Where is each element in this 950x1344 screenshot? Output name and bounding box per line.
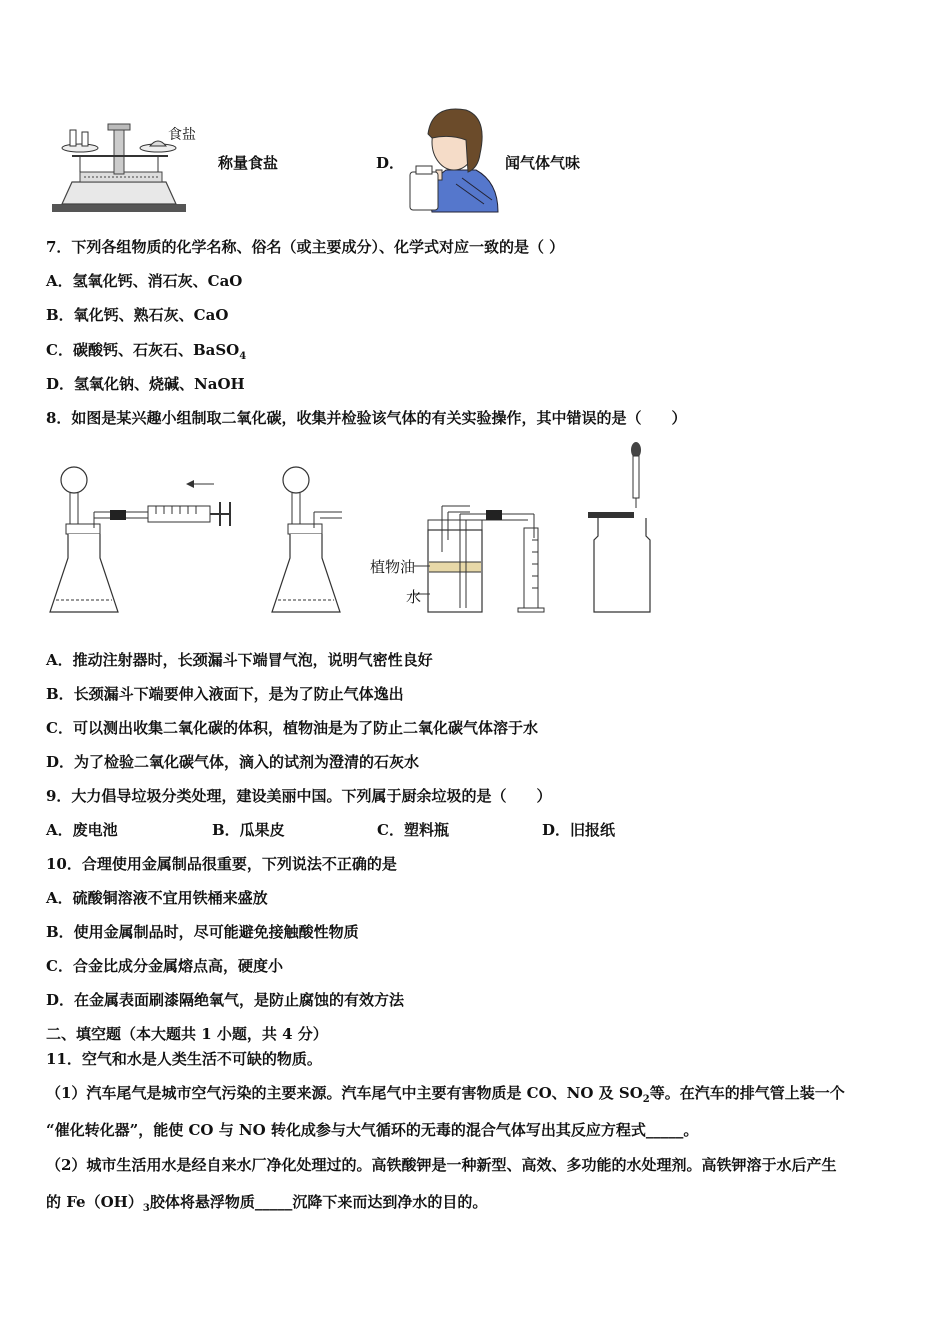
q8-option-b: B．长颈漏斗下端要伸入液面下，是为了防止气体逸出 (46, 685, 404, 703)
q7-option-c-subscript: 4 (239, 351, 247, 362)
balance-salt-label: 食盐 (168, 127, 196, 143)
q10-option-d: D．在金属表面刷漆隔绝氧气，是防止腐蚀的有效方法 (46, 991, 405, 1009)
q11-part1-line2: “催化转化器”，能使 CO 与 NO 转化成参与大气循环的无毒的混合气体写出其反应方程式_____。 (46, 1121, 699, 1139)
q10-stem: 10．合理使用金属制品很重要，下列说法不正确的是 (46, 855, 397, 873)
q8-option-a: A．推动注射器时，长颈漏斗下端冒气泡，说明气密性良好 (46, 651, 433, 669)
q8-option-d: D．为了检验二氧化碳气体，滴入的试剂为澄清的石灰水 (46, 753, 420, 771)
q11-part2-text-a: 的 Fe（OH） (46, 1193, 143, 1211)
q7-option-c-text: C．碳酸钙、石灰石、BaSO (46, 341, 240, 359)
q8-apparatus-dropper (584, 440, 664, 620)
q11-part1-subscript: 2 (642, 1094, 650, 1105)
q9-option-a: A．废电池 (46, 821, 118, 839)
q8-stem: 8．如图是某兴趣小组制取二氧化碳，收集并检验该气体的有关实验操作，其中错误的是（ ） (46, 409, 687, 427)
q8-option-c: C．可以测出收集二氧化碳的体积，植物油是为了防止二氧化碳气体溶于水 (46, 719, 538, 737)
option-d-label: D． (376, 154, 405, 172)
q7-option-d: D．氢氧化钠、烧碱、NaOH (46, 375, 245, 393)
q7-option-c (46, 339, 246, 362)
q11-part2-subscript: 3 (142, 1203, 150, 1214)
label-water: 水 (406, 588, 422, 606)
q9-option-b: B．瓜果皮 (212, 821, 285, 839)
q11-part2-text-b: 胶体将悬浮物质_____沉降下来而达到净水的目的。 (149, 1193, 488, 1211)
smelling-figure (406, 104, 500, 214)
q11-part2-line2 (46, 1191, 487, 1214)
q10-option-a: A．硫酸铜溶液不宜用铁桶来盛放 (46, 889, 268, 907)
q11-part1-text-a: （1）汽车尾气是城市空气污染的主要来源。汽车尾气中主要有害物质是 CO、NO 及 SO (46, 1084, 643, 1102)
q9-option-d: D．旧报纸 (542, 821, 616, 839)
q10-option-b: B．使用金属制品时，尽可能避免接触酸性物质 (46, 923, 359, 941)
caption-smell-gas: 闻气体气味 (505, 154, 581, 172)
q11-stem: 11．空气和水是人类生活不可缺的物质。 (46, 1050, 322, 1068)
q7-option-a: A．氢氧化钙、消石灰、CaO (46, 272, 243, 290)
q8-apparatus-flask (266, 462, 346, 622)
caption-weigh-salt: 称量食盐 (218, 154, 279, 172)
q9-stem: 9．大力倡导垃圾分类处理，建设美丽中国。下列属于厨余垃圾的是（ ） (46, 787, 552, 805)
q9-option-c: C．塑料瓶 (377, 821, 449, 839)
q8-apparatus-syringe (44, 462, 244, 622)
q8-apparatus-gas-volume (414, 500, 556, 620)
q11-part1-text-b: 等。在汽车的排气管上装一个 (649, 1084, 845, 1102)
q7-stem: 7．下列各组物质的化学名称、俗名（或主要成分）、化学式对应一致的是（ ） (46, 238, 565, 256)
q10-option-c: C．合金比成分金属熔点高，硬度小 (46, 957, 283, 975)
q7-option-b: B．氧化钙、熟石灰、CaO (46, 306, 229, 324)
section-2-heading: 二、填空题（本大题共 1 小题，共 4 分） (46, 1025, 328, 1043)
label-vegetable-oil: 植物油 (370, 558, 416, 576)
q11-part1-line1 (46, 1082, 845, 1105)
q11-part2-line1: （2）城市生活用水是经自来水厂净化处理过的。高铁酸钾是一种新型、高效、多功能的水处理剂。高铁钾溶于水后产生 (46, 1156, 837, 1174)
